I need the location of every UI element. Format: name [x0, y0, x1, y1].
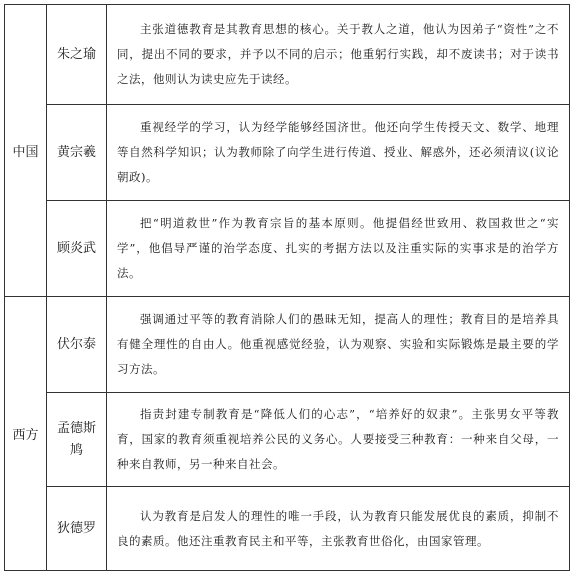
name-cell: 朱之瑜: [47, 5, 107, 105]
description-cell: 指责封建专制教育是“降低人们的心志”，“培养好的奴隶”。主张男女平等教育，国家的教育须重视培养公民的义务心。人要接受三种教育：一种来自父母，一种来自教师，另一种来自社会。: [107, 393, 570, 487]
description-cell: 主张道德教育是其教育思想的核心。关于教人之道，他认为因弟子“资性”之不同，提出不同的要求，并予以不同的启示；他重躬行实践，却不废读书；对于读书之法，他则认为读史应先于读经。: [107, 5, 570, 105]
table-row: [5, 297, 570, 393]
name-cell: 伏尔泰: [47, 297, 107, 393]
name-cell: 孟德斯鸠: [47, 393, 107, 487]
region-cell: 中国: [5, 5, 47, 297]
description-cell: 认为教育是启发人的理性的唯一手段，认为教育只能发展优良的素质，抑制不良的素质。他还注重教育民主和平等，主张教育世俗化，由国家管理。: [107, 487, 570, 571]
name-cell: 黄宗羲: [47, 105, 107, 201]
name-cell: 顾炎武: [47, 201, 107, 297]
thinkers-table: [4, 4, 570, 571]
table-row: [5, 393, 570, 487]
table-row: [5, 487, 570, 571]
description-cell: 重视经学的学习，认为经学能够经国济世。他还向学生传授天文、数学、地理等自然科学知识；认为教师除了向学生进行传道、授业、解惑外，还必须清议(议论朝政)。: [107, 105, 570, 201]
region-cell: 西方: [5, 297, 47, 571]
name-cell: 狄德罗: [47, 487, 107, 571]
table-row: [5, 105, 570, 201]
table-row: [5, 201, 570, 297]
description-cell: 把“明道救世”作为教育宗旨的基本原则。他提倡经世致用、救国救世之“实学”，他倡导严谨的治学态度、扎实的考据方法以及注重实际的实事求是的治学方法。: [107, 201, 570, 297]
description-cell: 强调通过平等的教育消除人们的愚昧无知，提高人的理性；教育目的是培养具有健全理性的自由人。他重视感觉经验，认为观察、实验和实际锻炼是最主要的学习方法。: [107, 297, 570, 393]
table-row: [5, 5, 570, 105]
